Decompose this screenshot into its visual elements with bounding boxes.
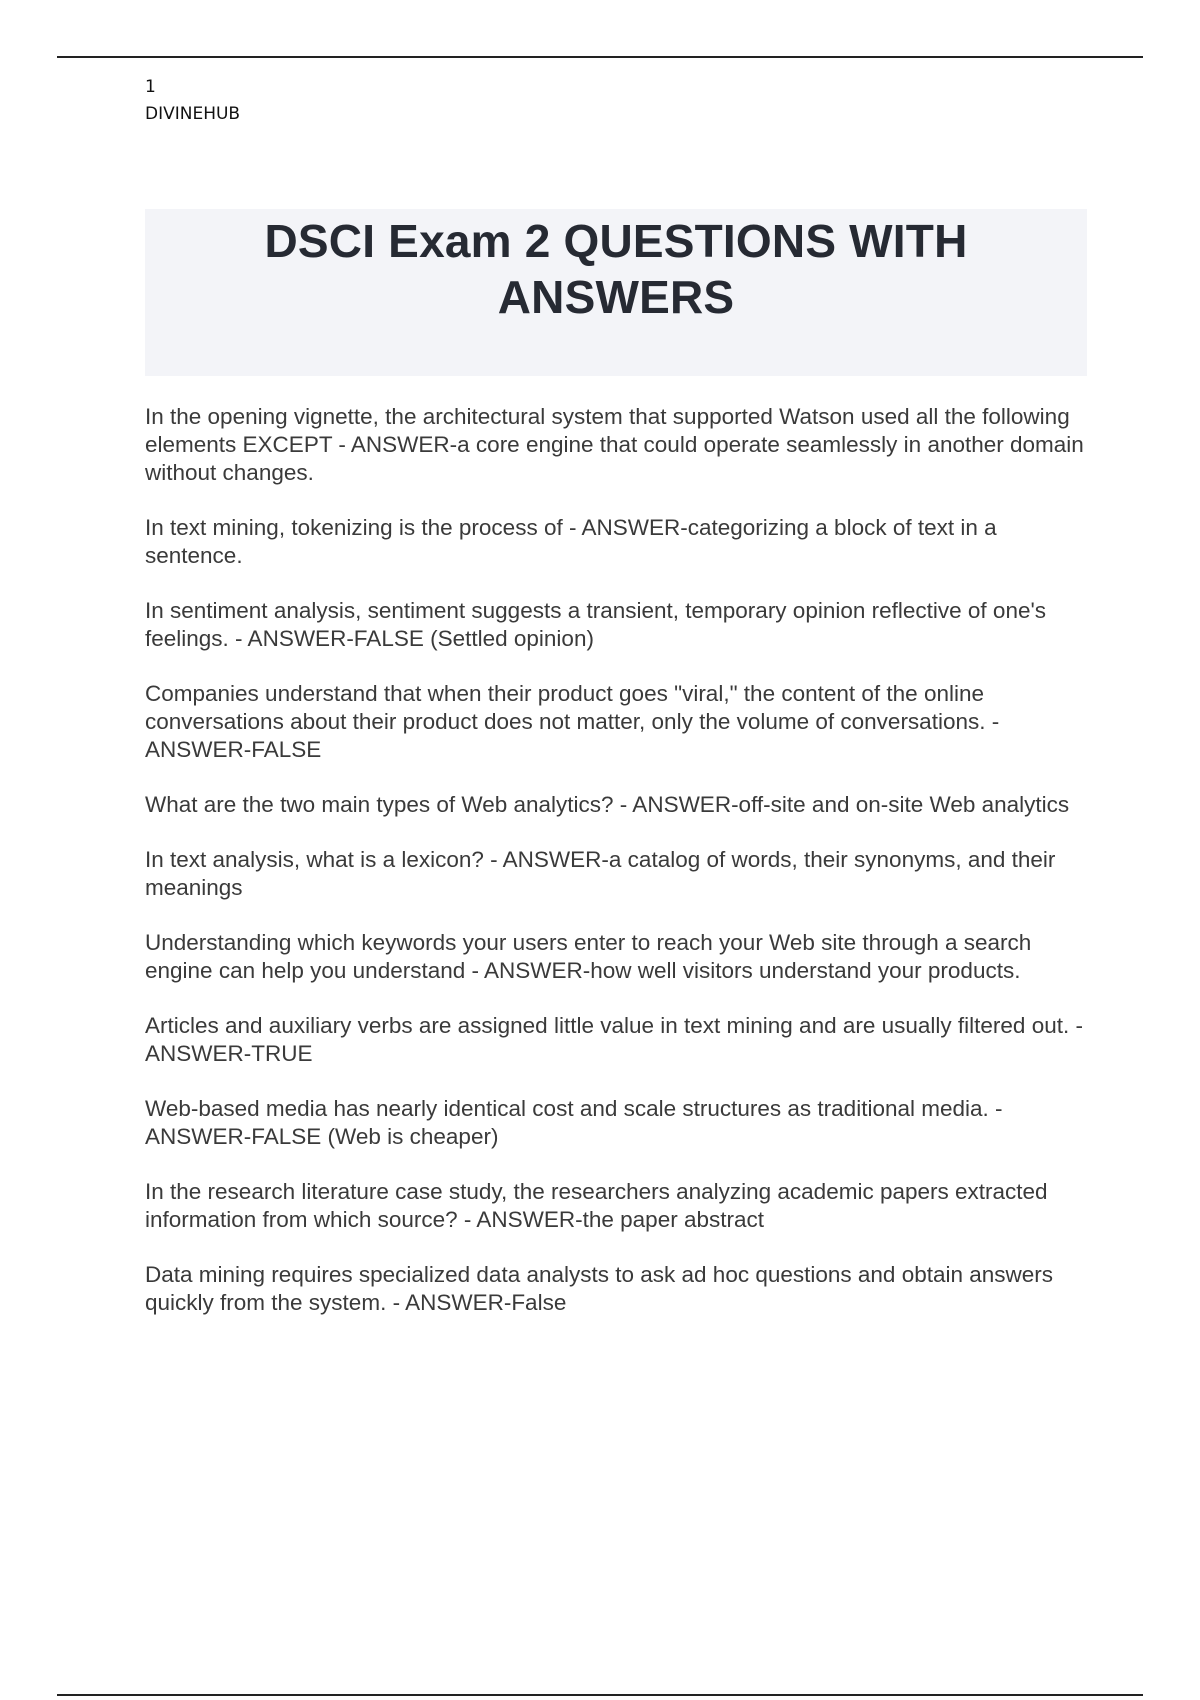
qa-item: In sentiment analysis, sentiment suggests a transient, temporary opinion reflective of one's feelings. - ANSWER-FALSE (Settled opinion) <box>145 598 1047 651</box>
title-box <box>145 209 1087 376</box>
qa-item: Articles and auxiliary verbs are assigned little value in text mining and are usually filtered out. - ANSWER-TRUE <box>145 1013 1083 1066</box>
page-number: 1 <box>145 77 156 97</box>
qa-item: In text analysis, what is a lexicon? - ANSWER-a catalog of words, their synonyms, and their meanings <box>145 847 1056 900</box>
qa-item: Companies understand that when their product goes "viral," the content of the online conversations about their product does not matter, only the volume of conversations. - ANSWER-FALSE <box>145 681 1000 762</box>
qa-item: In the research literature case study, the researchers analyzing academic papers extracted information from which source? - ANSWER-the paper abstract <box>145 1179 1048 1232</box>
document-title: DSCI Exam 2 QUESTIONS WITH ANSWERS <box>264 215 968 323</box>
qa-item: Data mining requires specialized data analysts to ask ad hoc questions and obtain answers quickly from the system. - ANSWER-False <box>145 1262 1054 1315</box>
qa-item: What are the two main types of Web analytics? - ANSWER-off-site and on-site Web analytics <box>145 792 1070 817</box>
top-rule <box>57 56 1143 58</box>
bottom-rule <box>57 1694 1143 1696</box>
qa-item: In the opening vignette, the architectural system that supported Watson used all the following elements EXCEPT - ANSWER-a core engine that could operate seamlessly in another domain without changes. <box>145 404 1084 485</box>
page-header <box>145 74 240 128</box>
brand-name: DIVINEHUB <box>145 104 241 124</box>
qa-item: Understanding which keywords your users enter to reach your Web site through a search engine can help you understand - ANSWER-how well visitors understand your products. <box>145 930 1032 983</box>
qa-list <box>145 403 1090 1344</box>
qa-item: Web-based media has nearly identical cost and scale structures as traditional media. - ANSWER-FALSE (Web is cheaper) <box>145 1096 1003 1149</box>
qa-item: In text mining, tokenizing is the process of - ANSWER-categorizing a block of text in a sentence. <box>145 515 997 568</box>
